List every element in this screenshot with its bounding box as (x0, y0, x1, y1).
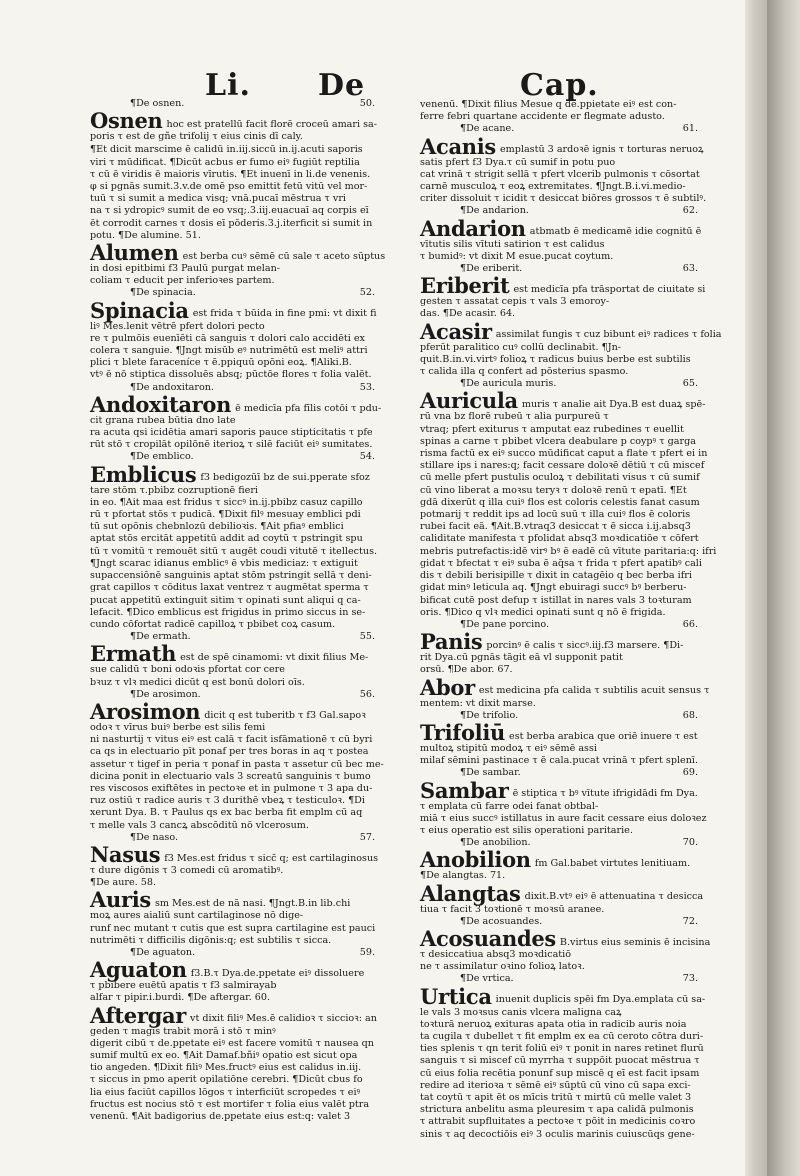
text-line: orsū. ¶De abor. 67. (420, 664, 513, 676)
entry-block (420, 215, 702, 263)
reference-label: ¶De sambar. (460, 767, 521, 779)
entry-headline (420, 674, 710, 700)
text-line: xerunt Dya. B. τ Paulus qs ex bac berba fit emplm cū aq (90, 807, 363, 819)
reference-label: ¶De aguaton. (130, 946, 196, 958)
text-line: sinis τ aq decoctiōis eiꝰ 3 oculis marinis cuiuscūqs gene- (420, 1128, 695, 1140)
entry-heading: Acanis (420, 133, 496, 159)
text-line: risma factū ex eiꝰ succo mūdificat caput a flate τ pfert ei in (420, 448, 708, 460)
text-line: in eo. ¶Ait maa est fridus τ siccꝰ in.ij.pbibz casuz capillo (90, 496, 363, 508)
entry-heading: Auricula (420, 388, 518, 414)
text-line: strictura anbelitu asma pleuresim τ apa calidā pulmonis (420, 1104, 694, 1116)
entry-block (420, 983, 706, 1141)
text-line: nutrimēti τ difficilis digōnis:q; est subtilis τ sicca. (90, 934, 332, 946)
entry-first-line: dixit.B.vtꝰ eiꝰ ē attenuatina τ desicca (524, 891, 704, 903)
entry-block (420, 719, 699, 767)
text-line: plici τ blete faraceníce τ ē.ppiquū opōni eoꝝ. ¶Aliki.B. (90, 357, 352, 369)
text-line: τ desiccatiua absq3 moꝛdicatiō (420, 948, 572, 960)
text-line: τ pbibere euētū apatis τ f3 salmirayab (90, 980, 277, 992)
entry-headline (90, 957, 375, 983)
text-line: venenū. ¶Ait badigorius de.ppetate eius est:q: valet 3 (90, 1111, 351, 1122)
text-line: re τ pulmōis euenīēti cā sanguis τ dolori calo accidēti ex (90, 332, 365, 344)
text-line: quit.B.in.vi.virtꝰ folioꝝ τ radicus buius berbe est subtilis (420, 353, 691, 365)
entry-block (420, 880, 704, 916)
entry-number: 72. (682, 915, 698, 927)
text-line: redire ad iterioꝛa τ sēmē eiꝰ sūptū cū vino cū sapa exci- (420, 1079, 691, 1091)
entry-first-line: f3 bedigozūī bz de sui.pperate sfoz (200, 472, 370, 484)
entry-headline (90, 887, 375, 913)
text-line: alfar τ pipir.i.burdi. ¶De aftergar. 60. (90, 992, 271, 1004)
reference-label: ¶De acane. (460, 123, 515, 135)
reference-label: ¶De pane porcino. (460, 618, 550, 630)
text-line: τ melle vals 3 cancꝝ abscōditū nō vlcerosum. (90, 819, 309, 831)
entry-first-line: sm Mes.est de nā nasi. ¶Jngt.B.in lib.chi (154, 898, 351, 910)
entry-block (420, 388, 717, 618)
text-line: res viscosos exiftētes in pectoꝛe et in pulmone τ 3 apa du- (90, 782, 373, 794)
text-line: τ calida illa q confert ad pōsterius spasmo. (420, 366, 629, 378)
text-line: ferre febri quartane accidente er flegmate adusto. (420, 111, 665, 123)
right-column (420, 98, 722, 1141)
entry-heading: Arosimon (90, 698, 201, 724)
entry-heading: Aftergar (90, 1002, 187, 1028)
entry-headline (420, 318, 722, 344)
entry-number: 66. (682, 618, 698, 630)
entry-heading: Aguaton (90, 957, 187, 983)
left-column (90, 98, 386, 1123)
text-line: ¶De alangtas. 71. (420, 870, 506, 882)
text-line: le vals 3 moꝛsus canis vlcera maligna caꝝ (420, 1006, 622, 1018)
entry-number: 63. (682, 263, 698, 275)
entry-number: 52. (359, 287, 375, 299)
text-line: ¶De aure. 58. (90, 877, 157, 889)
entry-block (420, 674, 710, 710)
entry-headline (90, 461, 375, 487)
entry-first-line: muris τ analie ait Dya.B est duaꝝ spē- (521, 399, 706, 411)
entry-block (420, 777, 707, 838)
entry-first-line: ē medicīa pfa fīlis cotōi τ pdu- (235, 402, 382, 414)
text-line: oris. ¶Dico q vlꝛ medici opinati sunt q nō ē frigida. (420, 606, 666, 618)
entry-heading: Andarion (420, 215, 526, 241)
text-line: moꝝ aures aialiū sunt cartilaginose nō dige- (90, 910, 304, 922)
text-line: rit Dya.cū pgnās tāgit eā vl supponit patit (420, 652, 623, 664)
text-line: supaccensiōnē sanguinis aptat stōm pstringit sellā τ deni- (90, 570, 372, 582)
entry-block (90, 144, 375, 242)
text-line: sanguis τ si miscef cū myrrha τ suppōit puocat mēstrua τ (420, 1055, 700, 1067)
entry-heading: Emblicus (90, 461, 197, 487)
entry-headline (90, 698, 375, 724)
reference-label: ¶De emblico. (130, 451, 194, 463)
entry-headline (90, 108, 377, 134)
text-line: dis τ debili berisipille τ dixit in catagēio q bec berba ifri (420, 570, 692, 582)
text-line: ra acuta qsi icidētia amari saporis pauce stipticitatis τ pfe (90, 427, 373, 439)
entry-number: 62. (682, 205, 698, 217)
text-line: toꝛturā neruoꝝ exituras apata otia in radicib auris noia (420, 1018, 687, 1030)
text-line: τ cū ē viridis ē maioris vīrutis. ¶Et inuenī in li.de venenis. (90, 168, 371, 180)
entry-first-line: f3.B.τ Dya.de.ppetate eiꝰ dissoluere (190, 967, 365, 979)
entry-heading: Sambar (420, 777, 509, 803)
entry-heading: Ermath (90, 641, 177, 667)
text-line: τ eius operatio est silis operationi paritarie. (420, 824, 633, 836)
entry-block (420, 629, 698, 676)
entry-number: 69. (682, 767, 698, 779)
entry-first-line: atbmatb ē medicamē idie cognitū ē (529, 226, 702, 238)
text-line: gidat minꝰ leticula aq. ¶Jngt ebuiragi succꝰ bꝰ berberu- (420, 582, 687, 594)
entry-first-line: est de spē cinamomi: vt dixit filius Me- (180, 652, 369, 664)
entry-headline (420, 273, 706, 299)
text-line: das. ¶De acasir. 64. (420, 308, 516, 320)
text-line: τ siccus in pmo aperit opilatiōne cerebri. ¶Dicūt cbus fo (90, 1074, 363, 1086)
entry-block (420, 847, 698, 882)
entry-heading: Osnen (90, 108, 163, 134)
reference-label: ¶De naso. (130, 831, 179, 843)
text-line: caliditate manifesta τ pfolidat absq3 moꝛdicatiōe τ cōfert (420, 533, 699, 545)
entry-number: 59. (359, 946, 375, 958)
entry-first-line: porcinꝰ ē calis τ siccꝰ.iij.f3 marsere. ¶Di- (486, 639, 684, 651)
entry-first-line: dicit q est tuberitb τ f3 Gal.sapoꝛ (204, 709, 366, 721)
entry-heading: Auris (90, 887, 151, 913)
text-line: ties splenis τ qn terit foliū eiꝰ τ ponit in nares retinet flurū (420, 1043, 704, 1055)
text-line: odoꝛ τ vīrus buiꝰ berbe est silis femi (90, 721, 266, 733)
text-line: poris τ est de gñe trifolij τ eius cinis dī caly. (90, 131, 303, 143)
entry-headline (420, 983, 706, 1009)
text-line: lia eius faciūt capillos lōgos τ interficiūt scropedes τ eiꝰ (90, 1086, 361, 1098)
text-line: cū vino liberat a moꝛsu teryꝛ τ doloꝛē renū τ epatī. ¶Et (420, 484, 687, 496)
reference-label: ¶De osnen. (130, 98, 185, 109)
entry-first-line: est frida τ būida in fine pmi: vt dixit fi (192, 308, 377, 320)
entry-headline (90, 841, 379, 867)
text-line: vītutis silis vītuti satirion τ est calidus (420, 238, 605, 250)
text-line: coliam τ educit per inferioꝛes partem. (90, 275, 275, 287)
entry-block (90, 841, 379, 889)
text-line: rū τ pfortat stōs τ pudicā. ¶Dixit filꝰ mesuay emblici pdi (90, 509, 361, 521)
text-line: ne τ assimilatur oꝛino folioꝝ latoꝛ. (420, 961, 585, 973)
entry-number: 54. (359, 451, 375, 463)
entry-heading: Acasir (420, 318, 492, 344)
reference-label: ¶De andoxitaron. (130, 381, 214, 393)
entry-first-line: est medicīa pfa trāsportat de ciuitate si (513, 284, 706, 296)
text-line: τ emplata cū farre odei fanat obtbal- (420, 800, 599, 812)
text-line: ca qs in electuario pīt ponaf per tres boras in aq τ postea (90, 746, 369, 758)
text-line: tiua τ facit 3 toꝛtionē τ moꝛsū aranee. (420, 903, 605, 915)
entry-block (420, 133, 707, 206)
entry-block (420, 318, 722, 379)
text-line: ta cugila τ dubellet τ fit emplm ex ea cū ceroto cōtra duri- (420, 1030, 704, 1042)
binding-shadow (745, 0, 767, 1176)
entry-heading: Alangtas (420, 880, 521, 906)
entry-block (90, 391, 382, 452)
text-line: stillare ips i nares:q; facit cessare doloꝛē dētiū τ cū miscef (420, 460, 705, 472)
entry-headline (420, 133, 704, 159)
running-head-left: Li. (205, 68, 251, 103)
entry-number: 68. (682, 709, 698, 721)
running-head-middle: De (318, 68, 366, 103)
entry-first-line: hoc est pratellū facit florē croceū amari sa- (166, 119, 377, 130)
reference-label: ¶De anobilion. (460, 837, 531, 849)
entry-heading: Acosuandes (420, 925, 556, 951)
entry-headline (420, 880, 704, 906)
text-line: cū melle pfert pustulis oculoꝝ τ debilitati visus τ cū sumif (420, 472, 700, 484)
entry-block (90, 698, 384, 832)
text-line: tio angeden. ¶Dixit filiꝰ Mes.fructꝰ eius est calidus in.iij. (90, 1062, 362, 1074)
text-line: potmarij τ reddit ips ad locū suū τ illa cuiꝰ flos ē coloris (420, 509, 691, 521)
entry-heading: Eriberit (420, 273, 510, 299)
reference-label: ¶De andarion. (460, 205, 529, 217)
text-line: tū τ vomitū τ remouēt sitū τ augēt coudi vitutē τ itellectus. (90, 545, 378, 557)
text-line: viri τ mūdificat. ¶Dicūt acbus er fumo eiꝰ fugiūt reptilia (90, 156, 360, 168)
entry-heading: Andoxitaron (90, 391, 232, 417)
text-line: carnē musculoꝝ τ eoꝝ extremitates. ¶Jngt.B.i.vi.medio- (420, 181, 686, 193)
entry-headline (420, 777, 698, 803)
entry-first-line: vt dixit filiꝰ Mes.ē calidioꝛ τ siccioꝛ: an (190, 1013, 377, 1025)
text-line: cū eius folia recētia ponunf sup miscē q eī est facit ipsam (420, 1067, 700, 1079)
running-head-right: Cap. (520, 68, 599, 103)
text-line: colera τ sanguie. ¶Jngt misūb eꝰ nutrimētū est meliꝰ attri (90, 345, 368, 357)
entry-first-line: emplastū 3 ardoꝛē ignis τ torturas neruoꝝ (499, 144, 704, 156)
binding-edge (767, 0, 800, 1176)
entry-block (420, 925, 711, 973)
text-line: dicina ponit in electuario vals 3 screatū sanguinis τ bumo (90, 770, 371, 782)
reference-label: ¶De spinacia. (130, 287, 196, 299)
reference-label: ¶De auricula muris. (460, 378, 557, 390)
text-line: geden τ magis trabit morā i stō τ minꝰ (90, 1025, 276, 1037)
entry-first-line: est medicina pfa calida τ subtilis acuit sensus τ (478, 685, 710, 697)
entry-first-line: fm Gal.babet virtutes lenitiuam. (534, 858, 691, 870)
entry-block (420, 273, 706, 320)
reference-label: ¶De vrtica. (460, 973, 514, 985)
text-line: digerit cibū τ de.ppetate eiꝰ est facere vomitū τ nausea qn (90, 1037, 374, 1049)
text-line: fructus est nocius stō τ est mortifer τ folia eius valēt ptra (90, 1098, 370, 1110)
entry-headline (90, 1002, 377, 1028)
entry-headline (420, 215, 702, 241)
entry-heading: Abor (420, 674, 475, 700)
text-line: gdā dixerūt q illa cuiꝰ flos est coloris celestis fanat casum (420, 496, 700, 508)
entry-number: 50. (359, 98, 375, 109)
text-line: mentem: vt dixit marse. (420, 697, 536, 709)
text-line: lefacit. ¶Dico emblicus est frigidus in primo siccus in se- (90, 606, 366, 618)
text-line: tū sut opōnis chebnlozū debilioꝛis. ¶Ait pfiaꝰ emblici (90, 521, 344, 533)
text-line: liꝰ Mes.lenit vētrē pfert dolori pecto (90, 320, 265, 332)
entry-first-line: est berba cuꝰ sēmē cū sale τ aceto sūptus (182, 250, 386, 262)
text-line: tat coytū τ apit ēt os mīcis tritū τ mirtū cū melle valet 3 (420, 1091, 692, 1103)
reference-label: ¶De arosimon. (130, 688, 201, 700)
text-line: venenū. ¶Dixit filius Mesue q de.ppietate eiꝰ est con- (420, 99, 677, 110)
entry-heading: Nasus (90, 841, 161, 867)
entry-headline (90, 297, 377, 323)
text-line: τ dure digōnis τ 3 comedi cū aromatibꝰ. (90, 864, 284, 876)
text-line: sumif multū ex eo. ¶Ait Damaf.bñiꝰ opatio est sicut opa (90, 1049, 358, 1061)
text-line: multoꝝ stipitū modoꝝ τ eiꝰ sēmē assi (420, 742, 597, 754)
text-line: sue calidū τ boni odoꝛis pfortat cor cere (90, 664, 285, 676)
entry-headline (420, 388, 706, 414)
entry-heading: Trifoliū (420, 719, 506, 745)
text-line: in dosi epitbimi f3 Paulū purgat melan- (90, 263, 281, 275)
text-line: pferūt paralitico cuꝰ collū declinabit. ¶Jn- (420, 341, 622, 353)
text-line: ¶Et dicit marscime ē calidū in.iij.siccū in.ij.acuti saporis (90, 144, 363, 156)
entry-number: 73. (682, 973, 698, 985)
text-line: rū vna bz florē rubeū τ alia purpureū τ (420, 411, 609, 423)
entry-block (420, 99, 698, 123)
text-line: gesten τ assatat cepis τ vals 3 emoroy- (420, 296, 610, 308)
text-line: aptat stōs ercitāt appetitū addit ad coytū τ pstringit spu (90, 533, 363, 545)
entry-number: 57. (359, 831, 375, 843)
text-line: criter dissoluit τ icidit τ desiccat biōres grossos τ ē subtilꝰ. (420, 193, 707, 205)
entry-first-line: est berba arabica que oriē inuere τ est (509, 730, 698, 742)
entry-headline (420, 719, 698, 745)
entry-number: 53. (359, 381, 375, 393)
text-line: τ attrabit supfluitates a pectoꝛe τ pōit in medicinis coꝛro (420, 1116, 696, 1128)
entry-number: 56. (359, 688, 375, 700)
entry-headline (420, 925, 711, 951)
entry-headline (90, 391, 382, 417)
text-line: rūt stō τ cropilāt opilōnē iterioꝝ τ silē faciūt eiꝰ sumitates. (90, 439, 373, 451)
text-line: tare stōm τ.pbibz cozruptionē fieri (90, 484, 258, 496)
entry-number: 61. (682, 123, 698, 135)
text-line: ¶Jngt scarac idianus emblicꝰ ē vbis mediciaz: τ extiguit (90, 557, 358, 569)
entry-number: 70. (682, 837, 698, 849)
entry-first-line: inuenit duplicis spēi fm Dya.emplata cū sa- (495, 994, 706, 1006)
entry-heading: Alumen (90, 240, 179, 266)
entry-heading: Urtica (420, 983, 492, 1009)
text-line: vtraq; pfert exiturus τ amputat eaz rubedines τ euellit (420, 423, 684, 435)
text-line: ruz ostiū τ radice auris τ 3 durithē vbeꝝ τ testiculoꝛ. ¶Di (90, 795, 365, 807)
entry-first-line: ē stiptica τ bꝰ vītute ifrigidādi fm Dya. (512, 788, 698, 800)
entry-block (90, 641, 375, 688)
entry-number: 55. (359, 631, 375, 643)
entry-headline (420, 629, 698, 655)
entry-number: 65. (682, 378, 698, 390)
entry-headline (420, 847, 698, 873)
entry-block (90, 957, 375, 1004)
text-line: cundo cōfortat radicē capilloꝝ τ pbibet coꝝ casum. (90, 618, 336, 630)
reference-label: ¶De acosuandes. (460, 915, 543, 927)
entry-block (90, 887, 376, 947)
text-line: runf nec mutant τ cutis que est supra cartilagine est pauci (90, 922, 376, 934)
text-line: satis pfert f3 Dya.τ cū sumif in potu puo (420, 156, 616, 168)
entry-first-line: assimilat fungis τ cuz bibunt eiꝰ radices τ folia (495, 329, 722, 341)
text-line: φ si pgnās sumit.3.v.de omē pso emittit fetū vitū vel mor- (90, 181, 368, 193)
entry-block (90, 1002, 377, 1124)
text-line: ēt corrodit carnes τ dosis eī pōderis.3.j.iterficit si sumit in (90, 217, 373, 229)
text-line: cat vrinā τ strigit sellā τ pfert vlcerib pulmonis τ cōsortat (420, 168, 700, 180)
text-line: grat capillos τ cōditus laxat ventrez τ augmētat sperma τ (90, 582, 369, 594)
text-line: spinas a carne τ pbibet vlcera deabulare p coypꝰ τ garga (420, 435, 696, 447)
text-line: miā τ eius succꝰ istillatus in aure facit cessare eius doloꝛez (420, 812, 707, 824)
text-line: bificat cutē post defup τ istillat in nares vals 3 toꝛturam (420, 594, 692, 606)
text-line: pucat appetitū extinguit sitim τ opinati sunt aliqui q ca- (90, 594, 361, 606)
entry-headline (90, 641, 375, 667)
text-line: mebris putrefactis:idē virꝰ bꝰ ē eadē cū vītute paritaria:q: ifri (420, 545, 717, 557)
entry-heading: Spinacia (90, 297, 189, 323)
entry-heading: Anobilion (420, 847, 531, 873)
text-line: milaf sēmini pastinace τ ē cala.pucat vrinā τ pfert splenī. (420, 755, 699, 767)
reference-label: ¶De ermath. (130, 631, 191, 643)
text-line: bꝛuz τ vlꝛ medici dicūt q est bonū dolori oīs. (90, 676, 305, 688)
text-line: na τ si ydropicꝰ sumit de eo vsq;.3.iij.euacuaī aq corpis eī (90, 205, 369, 217)
text-line: assetur τ tigef in peria τ ponaf in pasta τ assetur cū bec me- (90, 758, 384, 770)
text-line: gidat τ bfectat τ eiꝰ suba ē aq̄sa τ frida τ pfert apatibꝰ cali (420, 557, 702, 569)
entry-block (90, 240, 386, 287)
entry-heading: Panis (420, 629, 483, 655)
text-line: ni nasturtij τ vitus eiꝰ est calā τ facit isfāmationē τ cū byri (90, 734, 373, 746)
entry-headline (90, 240, 386, 266)
text-line: potu. ¶De alumine. 51. (90, 229, 201, 241)
entry-first-line: f3 Mes.est fridus τ sicc̄ q; est cartilaginosus (164, 852, 379, 864)
entry-block (90, 297, 377, 382)
entry-block (90, 461, 378, 631)
text-line: τ bumidꝰ: vt dixit M esue.pucat coytum. (420, 250, 614, 262)
entry-first-line: B.virtus eius seminis ē incisina (559, 936, 711, 948)
entry-block (90, 108, 377, 143)
reference-label: ¶De eriberit. (460, 263, 523, 275)
reference-label: ¶De trifolio. (460, 709, 519, 721)
text-line: vtꝰ ē nō stiptica dissoluēs absq; pūctōe flores τ folia valēt. (90, 369, 372, 381)
text-line: cit grana rubea būtia dno late (90, 414, 236, 426)
text-line: rubei facit eā. ¶Ait.B.vtraq3 desiccat τ ē sicca i.ij.absq3 (420, 521, 691, 533)
text-line: tuū τ si sumit a medica visq; vnā.pucaī mēstrua τ vri (90, 193, 346, 205)
